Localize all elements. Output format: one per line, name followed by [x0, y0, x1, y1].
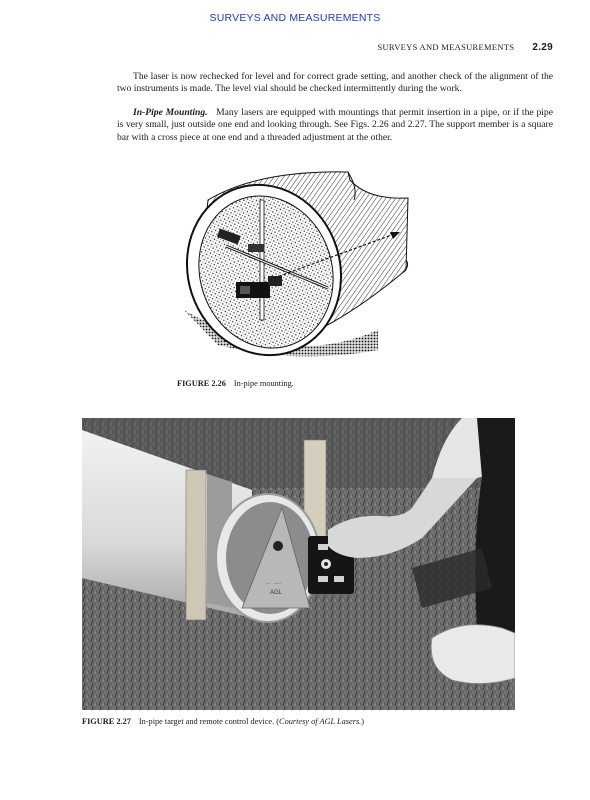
figure-in-pipe-target-photo — [82, 418, 515, 710]
pipe-drawing-illustration — [178, 160, 414, 370]
page-number: 2.29 — [532, 42, 553, 53]
paragraph-text: The laser is now rechecked for level and for correct grade setting, and another check of the alignment of the two instruments is made. The level vial should be checked intermittently during the work. — [117, 71, 553, 95]
target-brand-text: AGL — [270, 590, 283, 596]
figure-caption-text: In-pipe mounting. — [233, 379, 294, 388]
figure-caption-2-26 — [177, 379, 294, 389]
run-in-heading: In-Pipe Mounting. — [133, 107, 208, 118]
figure-credit: Courtesy of AGL Lasers. — [279, 717, 362, 726]
figure-number: FIGURE 2.26 — [177, 379, 226, 388]
figure-in-pipe-mounting-drawing — [178, 160, 414, 370]
in-pipe-target-photograph — [82, 418, 515, 710]
figure-number: FIGURE 2.27 — [82, 717, 131, 726]
figure-caption-text: In-pipe target and remote control device. ( — [138, 717, 280, 726]
paragraph-in-pipe-mounting — [117, 107, 553, 144]
figure-caption-2-27 — [82, 717, 364, 727]
running-title: SURVEYS AND MEASUREMENTS — [377, 42, 515, 52]
running-header — [377, 42, 553, 53]
paragraph-text: Many lasers are equipped with mountings that permit insertion in a pipe, or if the pipe is very small, just outside one end and looking through. See Figs. 2.26 and 2.27. The support member is a square bar with a cross piece at one end and a threaded adjustment at the other. — [117, 107, 553, 143]
figure-credit-suffix: ) — [361, 717, 365, 726]
document-title-link[interactable]: SURVEYS AND MEASUREMENTS — [209, 12, 381, 24]
paragraph-laser-recheck — [117, 71, 553, 96]
target-small-text: — · —— — [266, 580, 282, 585]
